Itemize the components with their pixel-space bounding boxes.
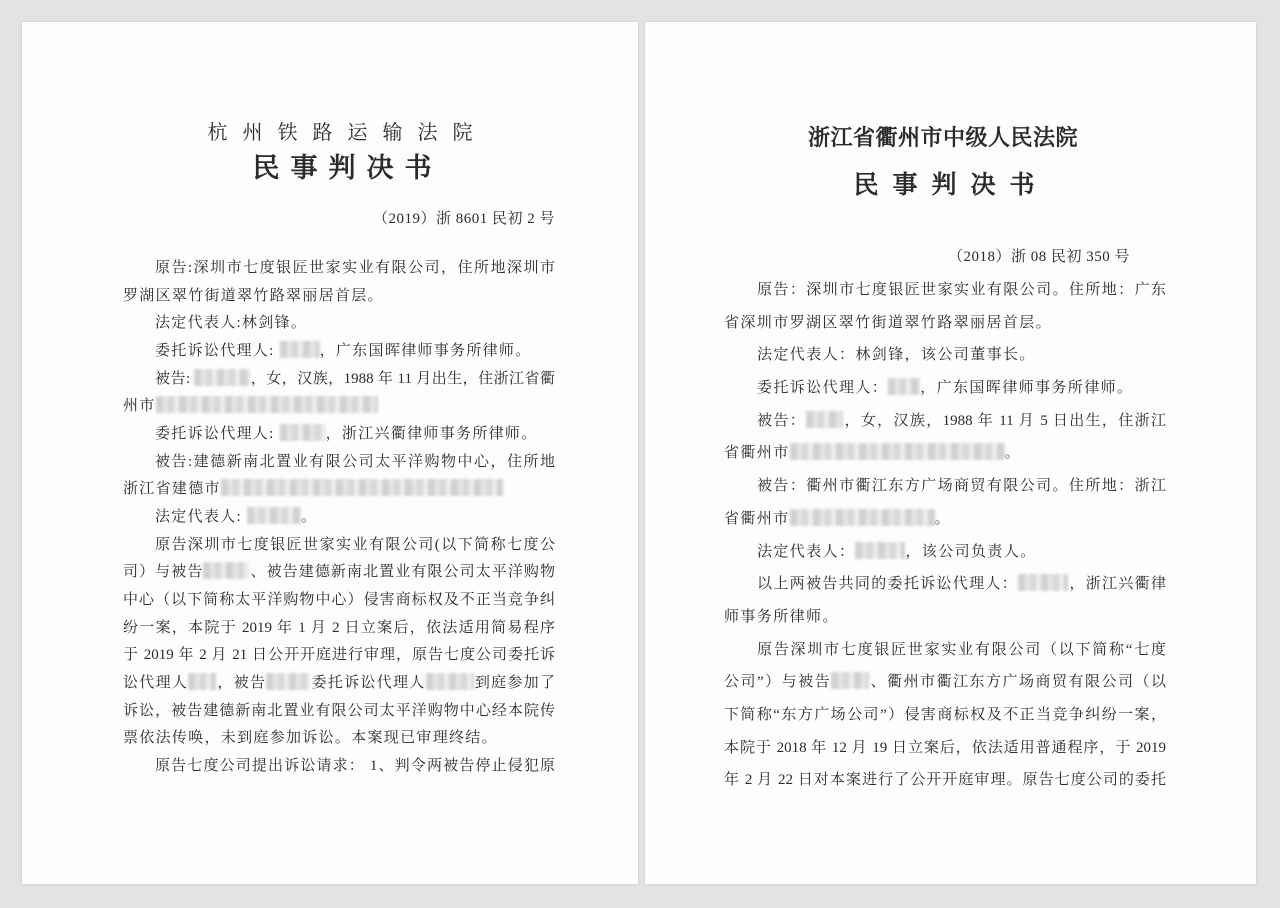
text-line xyxy=(123,449,555,477)
text-segment: 于 2019 年 2 月 21 日公开开庭进行审理，原告七度公司委托诉 xyxy=(123,647,555,664)
text-line xyxy=(724,666,1166,699)
text-segment: 中心（以下简称太平洋购物中心）侵害商标权及不正当竞争纠 xyxy=(123,591,555,608)
text-line xyxy=(123,393,555,421)
text-line xyxy=(724,536,1166,569)
text-segment: 原告：深圳市七度银匠世家实业有限公司。住所地：广东 xyxy=(757,282,1166,298)
text-segment: 公司”）与被告 xyxy=(724,674,832,691)
text-segment: 讼代理人 xyxy=(123,674,189,691)
text-segment: 被告:建德新南北置业有限公司太平洋购物中心，住所地 xyxy=(155,453,555,470)
case-number: （2019）浙 8601 民初 2 号 xyxy=(372,211,555,227)
redacted-name xyxy=(426,673,474,690)
text-line xyxy=(724,307,1166,340)
text-segment: 司）与被告 xyxy=(123,564,204,581)
text-segment: 省衢州市 xyxy=(724,510,790,527)
text-segment: 原告七度公司提出诉讼请求： 1、判令两被告停止侵犯原 xyxy=(155,757,555,774)
text-segment: 下简称“东方广场公司”）侵害商标权及不正当竞争纠纷一案， xyxy=(724,706,1166,723)
text-line xyxy=(123,725,555,753)
text-segment: ，女，汉族，1988 年 11 月 5 日出生，住浙江 xyxy=(843,412,1166,429)
text-segment: ，广东国晖律师事务所律师。 xyxy=(920,380,1134,397)
text-line xyxy=(123,283,555,311)
text-segment: 被告： xyxy=(757,412,807,429)
left-judgment-page xyxy=(22,22,638,884)
text-line xyxy=(123,255,555,283)
redacted-name xyxy=(188,673,216,690)
text-segment: 被告：衢州市衢江东方广场商贸有限公司。住所地：浙江 xyxy=(757,478,1166,495)
text-segment: 委托诉讼代理人 xyxy=(310,674,426,691)
text-segment: 、衢州市衢江东方广场商贸有限公司（以 xyxy=(869,674,1166,691)
text-segment: ，该公司负责人。 xyxy=(905,543,1037,560)
text-line xyxy=(724,699,1166,732)
text-segment: 被告: xyxy=(155,370,195,387)
judgment-body xyxy=(724,274,1166,797)
text-line xyxy=(123,310,555,338)
text-segment: ，浙江兴衢律 xyxy=(1068,576,1166,593)
text-segment: 到庭参加了 xyxy=(473,674,555,691)
text-line xyxy=(123,366,555,394)
text-segment: 年 2 月 22 日对本案进行了公开开庭审理。原告七度公司的委托 xyxy=(724,772,1166,789)
text-line xyxy=(724,732,1166,765)
text-segment: ，浙江兴衢律师事务所律师。 xyxy=(325,425,538,442)
text-line xyxy=(123,504,555,532)
judgment-body xyxy=(123,255,555,780)
redacted-address xyxy=(790,509,935,526)
right-judgment-page xyxy=(645,22,1256,884)
document-title: 民事判决书 xyxy=(853,172,1049,199)
text-segment: 罗湖区翠竹街道翠竹路翠丽居首层。 xyxy=(123,287,384,304)
text-line xyxy=(123,670,555,698)
text-segment: 法定代表人：林剑锋，该公司董事长。 xyxy=(757,347,1036,364)
redacted-name xyxy=(266,673,310,690)
case-number: （2018）浙 08 民初 350 号 xyxy=(947,249,1130,265)
text-segment: 本院于 2018 年 12 月 19 日立案后，依法适用普通程序，于 2019 xyxy=(724,739,1166,756)
text-line xyxy=(123,587,555,615)
text-segment: 浙江省建德市 xyxy=(123,481,221,498)
text-line xyxy=(123,753,555,781)
text-segment: 省衢州市 xyxy=(724,445,790,462)
text-segment: 。 xyxy=(934,510,952,527)
text-line xyxy=(724,470,1166,503)
text-segment: ，广东国晖律师事务所律师。 xyxy=(319,342,532,359)
text-line xyxy=(123,615,555,643)
text-line xyxy=(724,274,1166,307)
text-segment: 、被告建德新南北置业有限公司太平洋购物 xyxy=(249,564,555,581)
redacted-name xyxy=(203,562,249,579)
text-line xyxy=(123,559,555,587)
text-line xyxy=(724,503,1166,536)
text-line xyxy=(724,568,1166,601)
text-line xyxy=(123,532,555,560)
text-line xyxy=(123,338,555,366)
text-line xyxy=(123,698,555,726)
text-line xyxy=(123,642,555,670)
court-name: 浙江省衢州市中级人民法院 xyxy=(807,125,1078,150)
text-segment: 法定代表人: xyxy=(155,508,248,525)
text-line xyxy=(724,634,1166,667)
text-segment: 票依法传唤，未到庭参加诉讼。本案现已审理终结。 xyxy=(123,730,498,747)
redacted-address xyxy=(156,396,378,413)
text-segment: 委托诉讼代理人: xyxy=(155,425,280,442)
text-segment: 省深圳市罗湖区翠竹街道翠竹路翠丽居首层。 xyxy=(724,314,1053,331)
text-segment: 诉讼，被告建德新南北置业有限公司太平洋购物中心经本院传 xyxy=(123,702,555,719)
redacted-address xyxy=(790,443,1005,460)
text-segment: ，被告 xyxy=(216,674,267,691)
text-segment: 委托诉讼代理人: xyxy=(155,342,280,359)
text-line xyxy=(123,421,555,449)
text-segment: 纷一案，本院于 2019 年 1 月 2 日立案后，依法适用简易程序 xyxy=(123,619,555,636)
redacted-address xyxy=(221,479,503,496)
text-segment: 委托诉讼代理人： xyxy=(757,380,889,397)
text-segment: 。 xyxy=(1004,445,1022,462)
text-segment: 原告:深圳市七度银匠世家实业有限公司，住所地深圳市 xyxy=(155,260,555,276)
text-line xyxy=(724,764,1166,797)
redacted-name xyxy=(1018,574,1068,591)
text-segment: 以上两被告共同的委托诉讼代理人： xyxy=(757,576,1019,593)
text-segment: 师事务所律师。 xyxy=(724,608,839,625)
text-segment: 。 xyxy=(301,508,318,525)
redacted-name xyxy=(855,542,905,559)
text-line xyxy=(724,372,1166,405)
redacted-name xyxy=(247,507,301,524)
text-line xyxy=(123,476,555,504)
text-segment: 原告深圳市七度银匠世家实业有限公司（以下简称“七度 xyxy=(757,641,1166,658)
text-segment: 法定代表人： xyxy=(757,543,856,560)
document-title: 民事判决书 xyxy=(252,153,443,183)
text-segment: 法定代表人:林剑锋。 xyxy=(155,315,308,332)
court-name: 杭州铁路运输法院 xyxy=(207,122,488,144)
text-line xyxy=(724,601,1166,634)
redacted-name xyxy=(280,424,326,441)
redacted-name xyxy=(831,672,869,689)
text-segment: 原告深圳市七度银匠世家实业有限公司(以下简称七度公 xyxy=(155,536,555,553)
redacted-name xyxy=(194,369,250,386)
text-segment: ，女，汉族，1988 年 11 月出生，住浙江省衢 xyxy=(250,370,555,387)
redacted-name xyxy=(280,341,320,358)
text-line xyxy=(724,437,1166,470)
text-line xyxy=(724,339,1166,372)
text-segment: 州市 xyxy=(123,398,156,415)
redacted-name xyxy=(888,378,920,395)
redacted-name xyxy=(806,411,843,428)
text-line xyxy=(724,405,1166,438)
